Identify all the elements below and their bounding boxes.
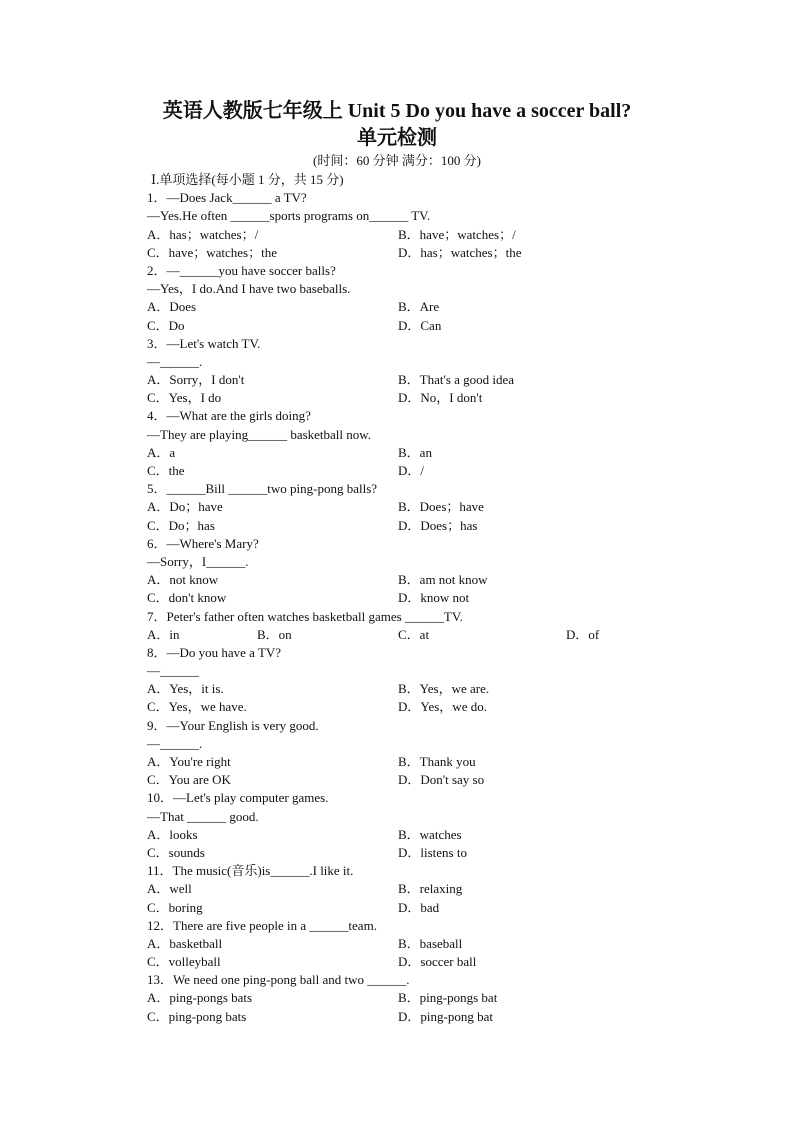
option-d: D．No，I don't (398, 390, 483, 406)
option-c: C．Yes，we have. (147, 699, 247, 715)
question-9 (147, 717, 657, 790)
question-stem: —Sorry，I______. (147, 553, 249, 569)
document-title: 英语人教版七年级上 Unit 5 Do you have a soccer ball? (162, 100, 632, 122)
option-b: B．have；watches；/ (398, 226, 516, 242)
option-b: B．Yes，we are. (398, 681, 490, 697)
option-a: A．ping-pongs bats (147, 990, 253, 1006)
option-b: B．Thank you (398, 754, 476, 769)
option-d: D．Yes，we do. (398, 699, 487, 715)
option-a: A．Do；have (147, 499, 223, 515)
question-stem: 1．—Does Jack______ a TV? (147, 190, 307, 206)
question-10 (147, 789, 657, 862)
option-d: D．Can (398, 317, 442, 333)
option-a: A．a (147, 444, 176, 460)
question-stem: 2．—______you have soccer balls? (147, 262, 336, 278)
option-b: B．baseball (398, 935, 463, 951)
option-c: C．ping-pong bats (147, 1008, 247, 1024)
option-d: D．listens to (398, 844, 467, 860)
question-stem: 11．The music(音乐)is______.I like it. (147, 863, 354, 879)
option-c: C．volleyball (147, 954, 221, 970)
question-stem: —They are playing______ basketball now. (147, 426, 372, 442)
question-stem: 6．—Where's Mary? (147, 535, 259, 551)
question-list (147, 171, 657, 1026)
question-4 (147, 407, 657, 480)
question-stem: 3．—Let's watch TV. (147, 335, 261, 351)
option-a: A．You're right (147, 754, 231, 769)
option-a: A．not know (147, 572, 219, 588)
question-stem: 10．—Let's play computer games. (147, 790, 329, 806)
option-b: B．on (257, 626, 292, 642)
question-stem: —______ (147, 663, 199, 679)
option-c: C．sounds (147, 844, 205, 860)
option-b: B．ping-pongs bat (398, 990, 498, 1006)
question-13 (147, 971, 657, 1026)
option-d: D．soccer ball (398, 954, 477, 970)
question-stem: 5．______Bill ______two ping-pong balls? (147, 481, 378, 497)
question-stem: —______. (147, 735, 203, 751)
option-c: C．don't know (147, 590, 227, 606)
question-stem: —Yes，I do.And I have two baseballs. (147, 281, 351, 297)
option-c: C．Yes，I do (147, 390, 222, 406)
section-heading: Ⅰ.单项选择(每小题 1 分，共 15 分) (151, 172, 344, 187)
option-b: B．Are (398, 299, 440, 315)
question-12 (147, 917, 657, 972)
option-d: D．has；watches；the (398, 244, 522, 260)
question-2 (147, 262, 657, 335)
option-c: C．boring (147, 899, 203, 915)
option-c: C．at (398, 626, 430, 642)
option-b: B．watches (398, 826, 462, 842)
question-3 (147, 335, 657, 408)
question-7 (147, 608, 657, 644)
exam-info: (时间：60 分钟 满分：100 分) (313, 153, 481, 168)
question-stem: 9．—Your English is very good. (147, 717, 319, 733)
question-stem: 13．We need one ping-pong ball and two ______. (147, 972, 410, 988)
option-d: D．bad (398, 899, 440, 915)
question-stem: 12．There are five people in a ______team. (147, 917, 377, 933)
question-11 (147, 862, 657, 917)
option-d: D．ping-pong bat (398, 1008, 493, 1024)
option-a: A．looks (147, 826, 198, 842)
option-d: D．know not (398, 590, 470, 606)
question-6 (147, 535, 657, 608)
option-c: C．You are OK (147, 772, 231, 788)
option-b: B．an (398, 444, 432, 460)
question-5 (147, 480, 657, 535)
option-c: C．have；watches；the (147, 244, 277, 260)
question-1 (147, 189, 657, 262)
option-a: A．in (147, 626, 180, 642)
option-c: C．the (147, 463, 185, 478)
option-b: B．relaxing (398, 881, 463, 897)
document-subtitle: 单元检测 (357, 127, 437, 149)
question-stem: —That ______ good. (147, 808, 259, 824)
option-b: B．That's a good idea (398, 372, 515, 388)
option-a: A．Yes，it is. (147, 681, 224, 697)
question-stem: —Yes.He often ______sports programs on______ TV. (147, 208, 431, 224)
question-stem: 4．—What are the girls doing? (147, 408, 311, 424)
option-d: D．Don't say so (398, 772, 485, 788)
question-stem: 7．Peter's father often watches basketball games ______TV. (147, 608, 463, 624)
option-d: D．of (566, 626, 600, 642)
option-a: A．Sorry，I don't (147, 372, 245, 388)
option-b: B．Does；have (398, 499, 484, 515)
option-a: A．basketball (147, 935, 223, 951)
question-8 (147, 644, 657, 717)
question-stem: 8．—Do you have a TV? (147, 644, 282, 660)
option-d: D．/ (398, 463, 425, 478)
option-c: C．Do；has (147, 517, 215, 533)
option-c: C．Do (147, 317, 185, 333)
option-d: D．Does；has (398, 517, 478, 533)
option-a: A．well (147, 881, 192, 897)
option-b: B．am not know (398, 572, 488, 588)
option-a: A．has；watches；/ (147, 226, 259, 242)
option-a: A．Does (147, 299, 197, 315)
question-stem: —______. (147, 353, 203, 369)
